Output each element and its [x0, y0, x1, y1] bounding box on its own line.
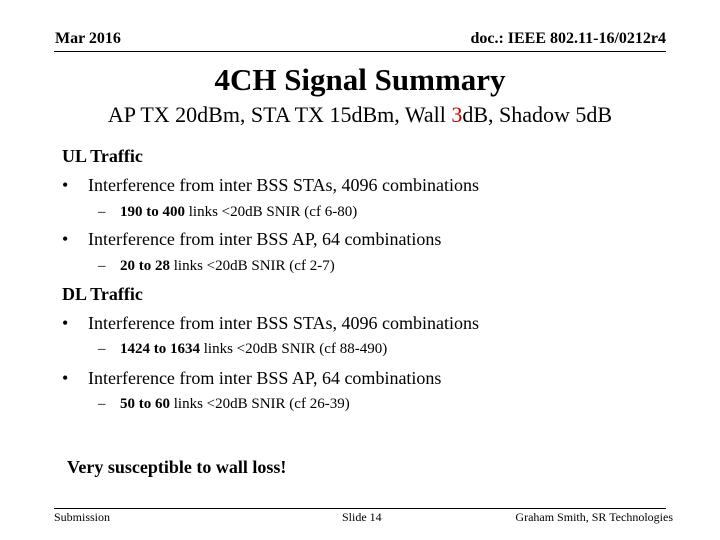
subtitle-highlight: 3: [451, 102, 463, 127]
bullet-marker: •: [62, 313, 69, 333]
sub-range: 50 to 60: [120, 396, 170, 412]
footer-slide-number: Slide 14: [342, 510, 382, 524]
dl-bullet-item: [62, 313, 479, 334]
dl-bullet-item: [62, 368, 441, 389]
sub-text: links <20dB SNIR (cf 26-39): [170, 396, 350, 412]
slide-subtitle: [0, 102, 720, 128]
header-divider: [54, 51, 666, 52]
ul-traffic-heading: UL Traffic: [62, 146, 143, 166]
sub-range: 1424 to 1634: [120, 341, 200, 357]
sub-range: 190 to 400: [120, 204, 185, 220]
footer-divider: [54, 508, 666, 509]
ul-bullet-item: [62, 229, 441, 250]
bullet-text: Interference from inter BSS AP, 64 combinations: [88, 368, 442, 388]
sub-text: links <20dB SNIR (cf 6-80): [185, 204, 358, 220]
header-doc-id: doc.: IEEE 802.11-16/0212r4: [470, 30, 666, 47]
subtitle-text-before: AP TX 20dBm, STA TX 15dBm, Wall: [107, 102, 452, 127]
header-date: Mar 2016: [55, 30, 121, 47]
dl-sub-item: [98, 396, 350, 413]
dl-traffic-heading: DL Traffic: [62, 284, 143, 304]
ul-sub-item: [98, 204, 357, 221]
sub-dash: –: [98, 204, 106, 220]
bullet-marker: •: [62, 229, 69, 249]
bullet-text: Interference from inter BSS STAs, 4096 combinations: [88, 175, 479, 195]
conclusion-note: Very susceptible to wall loss!: [67, 457, 287, 477]
dl-sub-item: [98, 341, 387, 358]
sub-dash: –: [98, 258, 106, 274]
slide-title: 4CH Signal Summary: [214, 62, 506, 97]
sub-text: links <20dB SNIR (cf 2-7): [170, 258, 335, 274]
sub-dash: –: [98, 396, 106, 412]
sub-range: 20 to 28: [120, 258, 170, 274]
sub-dash: –: [98, 341, 106, 357]
ul-bullet-item: [62, 175, 479, 196]
bullet-text: Interference from inter BSS AP, 64 combinations: [88, 229, 442, 249]
footer-submission: Submission: [54, 510, 111, 524]
bullet-text: Interference from inter BSS STAs, 4096 combinations: [88, 313, 479, 333]
bullet-marker: •: [62, 175, 69, 195]
bullet-marker: •: [62, 368, 69, 388]
subtitle-text-after: dB, Shadow 5dB: [462, 102, 613, 127]
ul-sub-item: [98, 258, 335, 275]
sub-text: links <20dB SNIR (cf 88-490): [200, 341, 388, 357]
footer-author: Graham Smith, SR Technologies: [515, 510, 673, 524]
